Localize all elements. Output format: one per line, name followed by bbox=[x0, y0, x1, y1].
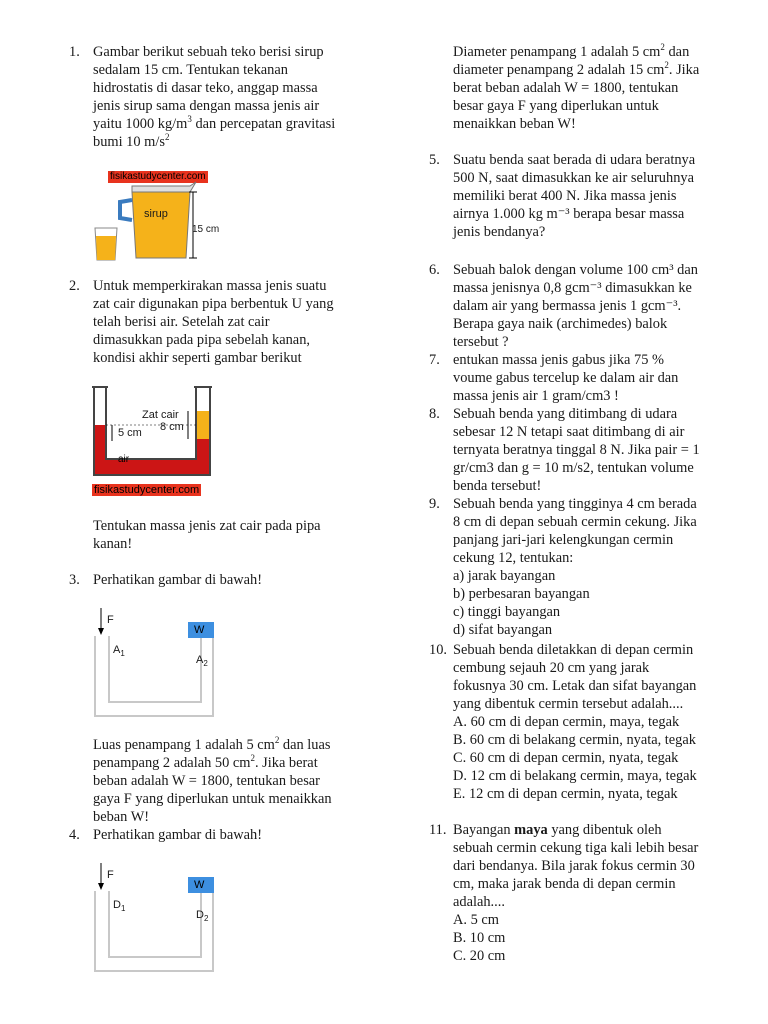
text-line: Bayangan maya yang dibentuk oleh bbox=[453, 822, 662, 838]
question-text bbox=[453, 151, 695, 241]
text-line: Perhatikan gambar di bawah! bbox=[93, 827, 263, 843]
text-line: cekung 12, tentukan: bbox=[453, 550, 574, 566]
text-line: cm, maka jarak benda di depan cermin bbox=[453, 876, 676, 892]
text-line: massa jenisnya 0,8 gcm⁻³ dimasukkan ke bbox=[453, 280, 692, 296]
text-line: 8 cm di depan sebuah cermin cekung. Jika bbox=[453, 514, 697, 530]
air-label: air bbox=[118, 454, 130, 465]
answer-option: C. 20 cm bbox=[453, 948, 506, 964]
question-text bbox=[453, 261, 698, 351]
text-line: Sebuah balok dengan volume 100 cm³ dan bbox=[453, 262, 698, 278]
question-number: 11. bbox=[429, 822, 447, 838]
question-number: 4. bbox=[69, 827, 80, 843]
text-line: kondisi akhir seperti gambar berikut bbox=[93, 350, 302, 366]
text-line: yaitu 1000 $kg/m^3$ dan percepatan gravitasi bbox=[93, 114, 336, 132]
sub-question: d) sifat bayangan bbox=[453, 622, 553, 638]
text-line: hidrostatis di dasar teko, anggap massa bbox=[93, 80, 318, 96]
teapot-figure bbox=[92, 170, 232, 262]
answer-option: A. 60 cm di depan cermin, maya, tegak bbox=[453, 714, 680, 730]
text-line: Sebuah benda yang ditimbang di udara bbox=[453, 406, 678, 422]
question-text bbox=[93, 571, 262, 589]
question-text bbox=[93, 43, 335, 151]
question-number: 10. bbox=[429, 642, 447, 658]
question-text bbox=[453, 641, 697, 803]
text-line: Luas penampang 1 adalah 5 $cm^2$ dan luas bbox=[93, 735, 331, 753]
force-label: F bbox=[107, 869, 114, 881]
text-line: bumi 10 $m/s^2$ bbox=[93, 132, 170, 150]
question-text bbox=[453, 405, 700, 495]
question-number: 8. bbox=[429, 406, 440, 422]
text-line: gr/cm3 dan g = 10 m/s2, tentukan volume bbox=[453, 460, 694, 476]
sub-question: c) tinggi bayangan bbox=[453, 604, 561, 620]
answer-option: A. 5 cm bbox=[453, 912, 499, 928]
text-line: sedalam 15 cm. Tentukan tekanan bbox=[93, 62, 288, 78]
answer-option: C. 60 cm di depan cermin, nyata, tegak bbox=[453, 750, 679, 766]
question-number: 5. bbox=[429, 152, 440, 168]
question-text bbox=[453, 821, 698, 965]
brand-label: fisikastudycenter.com bbox=[94, 484, 200, 496]
text-line: telah berisi air. Setelah zat cair bbox=[93, 314, 270, 330]
text-line: Untuk memperkirakan massa jenis suatu bbox=[93, 278, 327, 294]
sub-question: b) perbesaran bayangan bbox=[453, 586, 590, 602]
question-2-continued bbox=[93, 517, 383, 553]
weight-label: W bbox=[194, 624, 205, 636]
text-line: dari bendanya. Bila jarak fokus cermin 30 bbox=[453, 858, 695, 874]
text-line: Sebuah benda yang tingginya 4 cm berada bbox=[453, 496, 697, 512]
depth-label: 15 cm bbox=[192, 224, 220, 235]
text-line: panjang jari-jari kelengkungan cermin bbox=[453, 532, 674, 548]
text-line: Berapa gaya naik (archimedes) balok bbox=[453, 316, 668, 332]
text-line: beban adalah W = 1800, tentukan besar bbox=[93, 773, 320, 789]
text-line: 500 N, saat dimasukkan ke air seluruhnya bbox=[453, 170, 694, 186]
question-text bbox=[453, 495, 697, 639]
question-4-continued bbox=[453, 43, 753, 133]
text-line: zat cair digunakan pipa berbentuk U yang bbox=[93, 296, 334, 312]
answer-option: E. 12 cm di depan cermin, nyata, tegak bbox=[453, 786, 678, 802]
u-tube-figure bbox=[92, 383, 222, 499]
text-line: kanan! bbox=[93, 536, 133, 552]
length-8cm-label: 8 cm bbox=[160, 421, 184, 433]
text-line: airnya 1.000 kg m⁻³ berapa besar massa bbox=[453, 206, 685, 222]
question-3-continued bbox=[93, 736, 383, 826]
text-line: benda tersebut! bbox=[453, 478, 542, 494]
text-line: Perhatikan gambar di bawah! bbox=[93, 572, 263, 588]
text-line: menaikkan beban W! bbox=[453, 116, 576, 132]
question-text bbox=[93, 277, 334, 367]
text-line: yang dibentuk cermin tersebut adalah.... bbox=[453, 696, 684, 712]
text-line: Diameter penampang 1 adalah 5 $cm^2$ dan bbox=[453, 42, 690, 60]
answer-option: B. 10 cm bbox=[453, 930, 506, 946]
sub-question: a) jarak bayangan bbox=[453, 568, 556, 584]
force-label: F bbox=[107, 614, 114, 626]
text-line: entukan massa jenis gabus jika 75 % bbox=[453, 352, 665, 368]
text-line: sebesar 12 N tetapi saat ditimbang di air bbox=[453, 424, 685, 440]
text-line: Suatu benda saat berada di udara beratnya bbox=[453, 152, 696, 168]
emphasis-text: maya bbox=[514, 822, 548, 838]
question-number: 2. bbox=[69, 278, 80, 294]
diameter-2-label: $D_2$ bbox=[196, 909, 209, 924]
question-number: 6. bbox=[429, 262, 440, 278]
question-number: 7. bbox=[429, 352, 440, 368]
text-line: adalah.... bbox=[453, 894, 505, 910]
text-line: Gambar berikut sebuah teko berisi sirup bbox=[93, 44, 324, 60]
liquid-label: sirup bbox=[144, 208, 168, 220]
hydraulic-figure-2 bbox=[93, 861, 219, 973]
text-line: gaya F yang diperlukan untuk menaikkan bbox=[93, 791, 332, 807]
diameter-1-label: $D_1$ bbox=[113, 899, 126, 914]
text-line: voume gabus tercelup ke dalam air dan bbox=[453, 370, 679, 386]
text-line: diameter penampang 2 adalah 15 $cm^2$. Jika bbox=[453, 60, 700, 78]
length-5cm-label: 5 cm bbox=[118, 427, 142, 439]
text-line: massa jenis air 1 gram/cm3 ! bbox=[453, 388, 619, 404]
text-line: fokusnya 30 cm. Letak dan sifat bayangan bbox=[453, 678, 697, 694]
text-line: memiliki berat 400 N. Jika massa jenis bbox=[453, 188, 677, 204]
u-tube-drawing bbox=[92, 383, 222, 483]
text-line: dalam air yang bermassa jenis 1 gcm⁻³. bbox=[453, 298, 682, 314]
question-number: 1. bbox=[69, 44, 80, 60]
text-line: berat beban adalah W = 1800, tentukan bbox=[453, 80, 679, 96]
text-line: dimasukkan pada pipa sebelah kanan, bbox=[93, 332, 310, 348]
zat-cair-label: Zat cair bbox=[142, 409, 179, 421]
text-line: besar gaya F yang diperlukan untuk bbox=[453, 98, 659, 114]
text-line: Tentukan massa jenis zat cair pada pipa bbox=[93, 518, 321, 534]
question-number: 9. bbox=[429, 496, 440, 512]
text-line: beban W! bbox=[93, 809, 150, 825]
question-number: 3. bbox=[69, 572, 80, 588]
text-line: ternyata beratnya tinggal 8 N. Jika pair = 1 bbox=[453, 442, 700, 458]
question-text bbox=[453, 351, 678, 405]
answer-option: D. 12 cm di belakang cermin, maya, tegak bbox=[453, 768, 697, 784]
text-line: Sebuah benda diletakkan di depan cermin bbox=[453, 642, 694, 658]
text-line: jenis bendanya? bbox=[453, 224, 546, 240]
text-line: cembung sejauh 20 cm yang jarak bbox=[453, 660, 650, 676]
area-2-label: $A_2$ bbox=[196, 654, 208, 669]
text-line: tersebut ? bbox=[453, 334, 509, 350]
weight-label: W bbox=[194, 879, 205, 891]
hydraulic-figure-1 bbox=[93, 606, 219, 718]
text-line: penampang 2 adalah 50 $cm^2$. Jika berat bbox=[93, 753, 318, 771]
answer-option: B. 60 cm di belakang cermin, nyata, tegak bbox=[453, 732, 696, 748]
text-line: jenis sirup sama dengan massa jenis air bbox=[93, 98, 320, 114]
brand-label: fisikastudycenter.com bbox=[110, 171, 206, 182]
text-line: sebuah cermin cekung tiga kali lebih besar bbox=[453, 840, 699, 856]
question-text bbox=[93, 826, 262, 844]
area-1-label: $A_1$ bbox=[113, 644, 125, 659]
